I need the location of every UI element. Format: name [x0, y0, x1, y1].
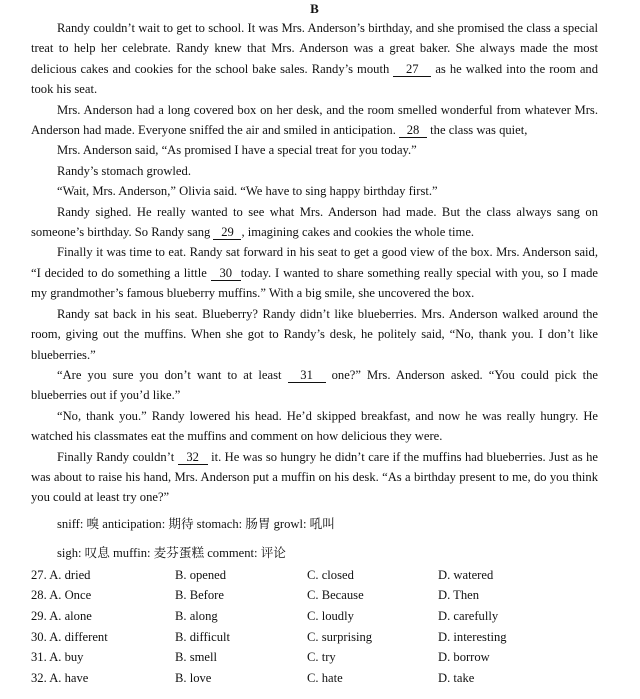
paragraph-text: Finally it was time to eat. Randy sat forward in his seat to get a good view of the box. Mrs. Anderson said, “I decided to do something a little: [31, 245, 598, 280]
paragraph-2: [31, 100, 598, 141]
glossary-line-1: sniff: 嗅 anticipation: 期待 stomach: 肠胃 growl: 吼叫: [57, 516, 335, 531]
option-c: C. closed: [307, 567, 354, 582]
paragraph-text: one?” Mrs. Anderson asked. “You could pick the blueberries out if you’d like.”: [31, 367, 598, 403]
option-a: 27. A. dried: [31, 567, 91, 582]
document-page: [31, 0, 598, 688]
paragraph-8: Randy sat back in his seat. Blueberry? Randy didn’t like blueberries. Mrs. Anderson walked around the room, giving out the muffins. When she got to Randy’s desk, he politely said, “No, thank you. I don’t like blueberries.”: [31, 306, 598, 362]
section-title: B: [310, 1, 319, 16]
option-a: 29. A. alone: [31, 608, 92, 623]
option-a: 28. A. Once: [31, 588, 92, 603]
blank-27: 27: [393, 62, 431, 77]
option-d: D. carefully: [438, 608, 499, 623]
blank-28: 28: [399, 123, 427, 138]
paragraph-text: , imagining cakes and cookies the whole time.: [241, 225, 475, 240]
question-31: [31, 647, 598, 668]
paragraph-5: “Wait, Mrs. Anderson,” Olivia said. “We have to sing happy birthday first.”: [57, 184, 438, 199]
option-b: B. smell: [175, 650, 217, 665]
option-c: C. Because: [307, 588, 364, 603]
option-c: C. loudly: [307, 608, 354, 623]
option-d: D. borrow: [438, 650, 490, 665]
blank-32: 32: [178, 450, 208, 465]
paragraph-6: [31, 202, 598, 243]
paragraph-text: Randy sighed. He really wanted to see what Mrs. Anderson had made. But the class always sang on someone’s birthday. So Randy sang: [31, 204, 598, 240]
paragraph-text: Finally Randy couldn’t: [57, 449, 178, 464]
option-a: 30. A. different: [31, 629, 108, 644]
question-30: [31, 627, 598, 648]
option-b: B. love: [175, 670, 212, 685]
paragraph-10: “No, thank you.” Randy lowered his head. He’d skipped breakfast, and now he was really hungry. He watched his classmates eat the muffins and comment on how delicious they were.: [31, 408, 598, 444]
option-c: C. hate: [307, 670, 343, 685]
question-27: [31, 565, 598, 586]
option-d: D. watered: [438, 567, 494, 582]
option-a: 32. A. have: [31, 670, 89, 685]
paragraph-text: Mrs. Anderson had a long covered box on her desk, and the room smelled wonderful from whatever Mrs. Anderson had made. Everyone sniffed the air and smiled in anticipation.: [31, 102, 598, 138]
paragraph-4: Randy’s stomach growled.: [57, 163, 191, 178]
passage: [31, 18, 598, 508]
question-32: [31, 668, 598, 689]
paragraph-3: Mrs. Anderson said, “As promised I have a special treat for you today.”: [57, 143, 417, 158]
option-b: B. opened: [175, 567, 227, 582]
vocabulary-glossary: [31, 514, 598, 565]
paragraph-text: “Are you sure you don’t want to at least: [57, 367, 288, 382]
paragraph-9: [31, 365, 598, 406]
paragraph-7: [31, 242, 598, 303]
paragraph-11: [31, 447, 598, 508]
blank-29: 29: [213, 225, 241, 240]
paragraph-text: it. He was so hungry he didn’t care if the muffins had blueberries. Just as he was about to raise his hand, Mrs. Anderson put a muffin on his desk. “As a birthday present to me, do you think you could at least try one?”: [31, 449, 598, 505]
paragraph-1: [31, 18, 598, 100]
option-c: C. try: [307, 650, 336, 665]
question-list: [31, 565, 598, 689]
option-d: D. Then: [438, 588, 480, 603]
paragraph-text: Randy couldn’t wait to get to school. It was Mrs. Anderson’s birthday, and she promised the class a special treat to help her celebrate. Randy knew that Mrs. Anderson was a great baker. She always made the most delicious cakes and cookies for the school bake sales. Randy’s mouth: [31, 21, 598, 76]
question-29: [31, 606, 598, 627]
option-d: D. take: [438, 670, 475, 685]
option-c: C. surprising: [307, 629, 373, 644]
blank-31: 31: [288, 368, 326, 383]
option-b: B. Before: [175, 588, 224, 603]
blank-30: 30: [211, 266, 241, 281]
paragraph-text: as he walked into the room and took his seat.: [31, 61, 599, 97]
option-d: D. interesting: [438, 629, 507, 644]
paragraph-text: today. I wanted to share something really special with you, so I made my grandmother’s famous blueberry muffins.” With a big smile, she uncovered the box.: [31, 265, 598, 301]
option-a: 31. A. buy: [31, 650, 84, 665]
paragraph-text: the class was quiet,: [427, 123, 528, 138]
option-b: B. along: [175, 608, 218, 623]
question-28: [31, 585, 598, 606]
glossary-line-2: sigh: 叹息 muffin: 麦芬蛋糕 comment: 评论: [57, 545, 286, 560]
option-b: B. difficult: [175, 629, 231, 644]
